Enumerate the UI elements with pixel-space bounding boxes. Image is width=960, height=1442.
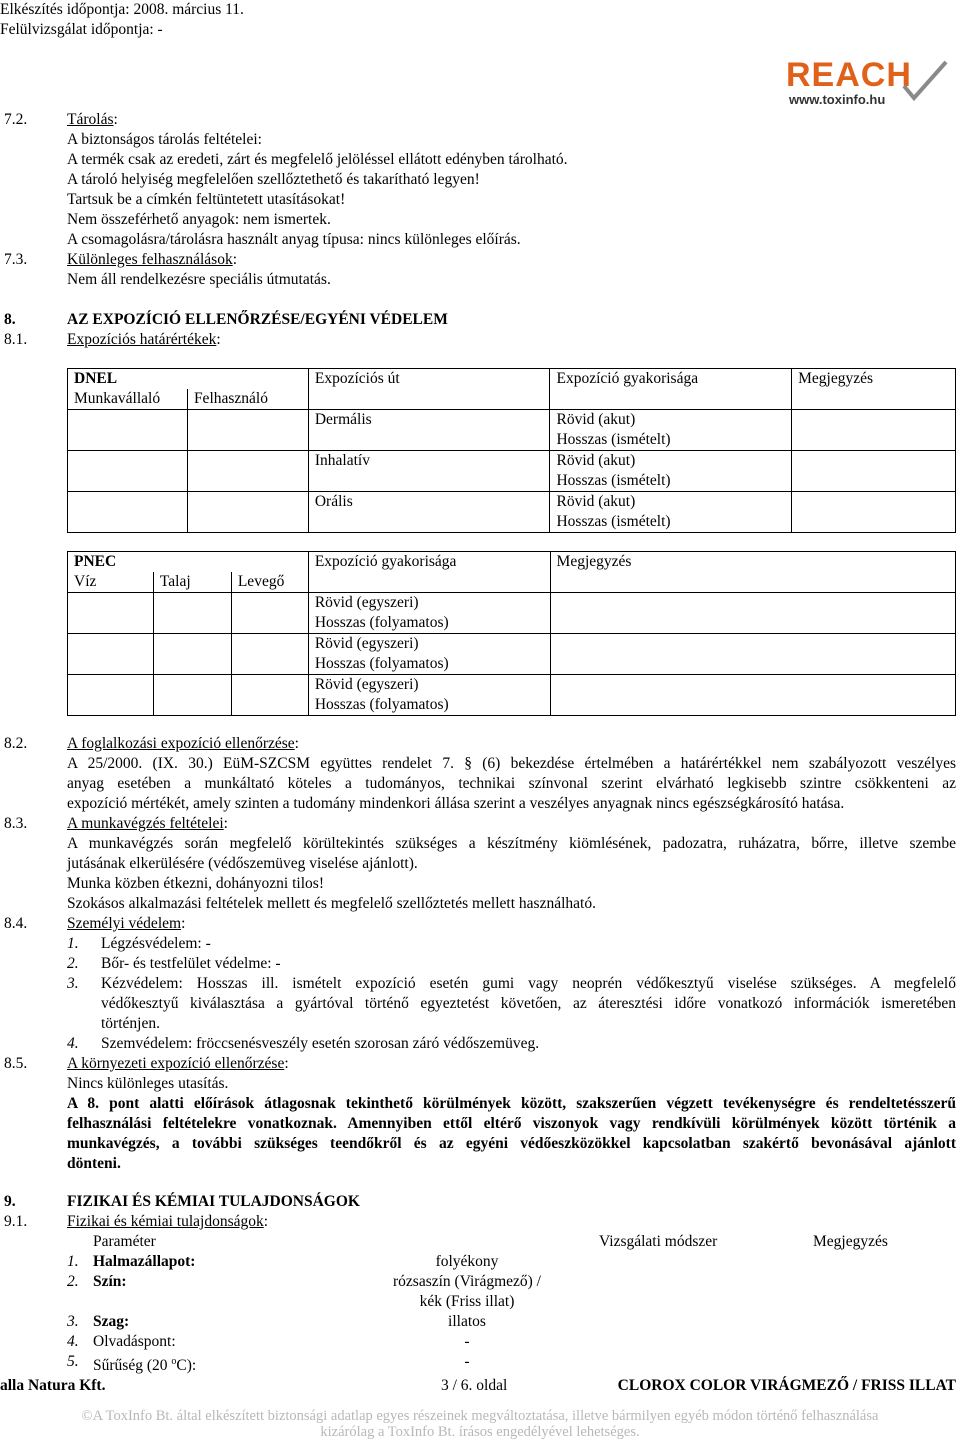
dnel-route: Dermális	[308, 410, 550, 451]
footer-copyright: ©A ToxInfo Bt. által elkészített biztonsági adatlap egyes részeinek megváltoztatása, illetve bármilyen egyéb módon történő felhasználása	[81, 1408, 879, 1424]
dnel-freq	[550, 492, 792, 533]
table-row	[68, 675, 956, 716]
list-item-cont: történjen.	[101, 1015, 160, 1032]
pnec-air: Levegő	[231, 572, 308, 593]
property-label: Olvadáspont:	[93, 1333, 176, 1350]
section-8-title: AZ EXPOZÍCIÓ ELLENŐRZÉSE/EGYÉNI VÉDELEM	[67, 311, 448, 328]
freq-long: Hosszas (folyamatos)	[314, 655, 449, 672]
list-item-cont: védőkesztyű kiválasztása a gyártóval történő egyeztetést követően, az áteresztési időre vonatkozó információk ismeretében	[101, 995, 956, 1012]
list-item: Bőr- és testfelület védelme: -	[101, 955, 281, 972]
bold-text-line: munkavégzés, a további szükséges teendőkről és az egyéni védőeszközökkel kapcsolatban szakértő bevonásával ajánlott	[67, 1135, 956, 1152]
property-value: rózsaszín (Virágmező) /	[393, 1273, 541, 1290]
pnec-title: PNEC	[68, 552, 309, 573]
list-number: 2.	[67, 955, 79, 972]
pnec-soil: Talaj	[153, 572, 231, 593]
list-number: 3.	[67, 975, 79, 992]
freq-short: Rövid (egyszeri)	[314, 676, 419, 693]
section-7-3-title: Különleges felhasználások:	[67, 251, 238, 268]
section-8-5-number: 8.5.	[4, 1055, 28, 1072]
reach-logo-graphic	[786, 56, 956, 108]
freq-short: Rövid (akut)	[556, 493, 636, 510]
property-label: Halmazállapot:	[93, 1253, 196, 1270]
text-line: A 25/2000. (IX. 30.) EüM-SZCSM együttes rendelet 7. § (6) bekezdése értelmében a határértékkel nem szabályozott veszélyes	[67, 755, 956, 772]
section-8-1-title: Expozíciós határértékek:	[67, 331, 221, 348]
list-number: 4.	[67, 1035, 79, 1052]
list-item: Szemvédelem: fröccsenésveszély esetén szorosan záró védőszemüveg.	[101, 1035, 540, 1052]
section-9-1-title: Fizikai és kémiai tulajdonságok:	[67, 1213, 269, 1230]
text-line: A biztonságos tárolás feltételei:	[67, 131, 262, 148]
property-value: -	[464, 1333, 470, 1350]
footer-product: CLOROX COLOR VIRÁGMEZŐ / FRISS ILLAT	[617, 1377, 956, 1394]
dnel-route: Orális	[308, 492, 550, 533]
dnel-route: Inhalatív	[308, 451, 550, 492]
list-number: 5.	[67, 1353, 79, 1370]
freq-long: Hosszas (folyamatos)	[314, 696, 449, 713]
section-8-4-number: 8.4.	[4, 915, 28, 932]
revised-date: Felülvizsgálat időpontja: -	[0, 21, 163, 38]
pnec-note-header: Megjegyzés	[550, 552, 955, 573]
footer-company: alla Natura Kft.	[0, 1377, 106, 1394]
pnec-table	[67, 551, 956, 716]
text-line: Munka közben étkezni, dohányozni tilos!	[67, 875, 324, 892]
table-row	[68, 492, 956, 533]
dnel-route-header: Expozíciós út	[308, 369, 550, 390]
footer-page: 3 / 6. oldal	[441, 1377, 508, 1394]
section-9-1-number: 9.1.	[4, 1213, 28, 1230]
freq-long: Hosszas (ismételt)	[556, 513, 671, 530]
text-line: A tároló helyiség megfelelően szellőztethető és takarítható legyen!	[67, 171, 480, 188]
section-8-2-number: 8.2.	[4, 735, 28, 752]
text-line: jutásának elkerülésére (védőszemüveg viselése ajánlott).	[67, 855, 418, 872]
bold-text-line: felhasználási feltételekre vonatkoznak. Amennyiben ettől eltérő viszonyok vagy rendkívüli körülmények között történik a	[67, 1115, 956, 1132]
created-date: Elkészítés időpontja: 2008. március 11.	[0, 1, 244, 18]
dnel-table	[67, 368, 956, 533]
freq-long: Hosszas (ismételt)	[556, 472, 671, 489]
list-number: 2.	[67, 1273, 79, 1290]
section-9-title: FIZIKAI ÉS KÉMIAI TULAJDONSÁGOK	[67, 1193, 360, 1210]
section-8-5-title: A környezeti expozíció ellenőrzése:	[67, 1055, 289, 1072]
text-line: Nincs különleges utasítás.	[67, 1075, 229, 1092]
text-line: Szokásos alkalmazási feltételek mellett és megfelelő szellőztetés mellett használható.	[67, 895, 596, 912]
table-row	[68, 410, 956, 451]
freq-long: Hosszas (ismételt)	[556, 431, 671, 448]
dnel-freq	[550, 410, 792, 451]
list-item: Légzésvédelem: -	[101, 935, 211, 952]
table-row	[68, 593, 956, 634]
property-label: Szín:	[93, 1273, 127, 1290]
footer-copyright-2: kizárólag a ToxInfo Bt. írásos engedélyével lehetséges.	[320, 1424, 640, 1440]
dnel-freq-header: Expozíció gyakorisága	[550, 369, 792, 390]
text-line: anyag esetében a munkáltató köteles a tudományos, technikai színvonal szerint elvárható legkisebb szintre csökkenteni az	[67, 775, 956, 792]
table-row	[68, 634, 956, 675]
text-line: Nem áll rendelkezésre speciális útmutatás.	[67, 271, 331, 288]
reach-logo	[786, 56, 956, 113]
freq-short: Rövid (akut)	[556, 411, 636, 428]
section-8-1-number: 8.1.	[4, 331, 28, 348]
section-7-2-number: 7.2.	[4, 111, 28, 128]
text-line: Tartsuk be a címkén feltüntetett utasításokat!	[67, 191, 346, 208]
section-8-2-title: A foglalkozási expozíció ellenőrzése:	[67, 735, 299, 752]
freq-long: Hosszas (folyamatos)	[314, 614, 449, 631]
list-number: 1.	[67, 935, 79, 952]
section-7-2-title: Tárolás:	[67, 111, 118, 128]
text-line: expozíció mértékét, amely szinten a tudomány mindenkori állása szerint a veszélyes anyagnak nincs egészségkárosító hatása.	[67, 795, 845, 812]
freq-short: Rövid (egyszeri)	[314, 635, 419, 652]
table-row	[68, 451, 956, 492]
section-8-3-number: 8.3.	[4, 815, 28, 832]
dnel-note-header: Megjegyzés	[792, 369, 956, 390]
list-item: Kézvédelem: Hosszas ill. ismételt expozíció esetén gumi vagy neoprén védőkesztyű viselése szükséges. A megfelelő	[101, 975, 956, 992]
bold-text-line: A 8. pont alatti előírások átlagosnak tekinthető körülmények között, szakszerűen végzett tevékenységre és rendeltetésszerű	[67, 1095, 956, 1112]
property-label: Sűrűség (20 $^o$C):	[93, 1356, 197, 1375]
section-8-4-title: Személyi védelem:	[67, 915, 186, 932]
property-label: Szag:	[93, 1313, 130, 1330]
dnel-freq	[550, 451, 792, 492]
text-line: Nem összeférhető anyagok: nem ismertek.	[67, 211, 331, 228]
text-line: A munkavégzés során megfelelő körültekintés szükséges a készítmény kiömlésének, padozatra, ruházatra, bőrre, illetve szembe	[67, 835, 956, 852]
list-number: 4.	[67, 1333, 79, 1350]
text-line: A csomagolásra/tárolásra használt anyag típusa: nincs különleges előírás.	[67, 231, 521, 248]
svg-text:REACH: REACH	[786, 56, 912, 94]
pnec-freq-header: Expozíció gyakorisága	[308, 552, 550, 573]
bold-text-line: dönteni.	[67, 1155, 121, 1172]
dnel-user: Felhasználó	[187, 389, 308, 410]
dnel-worker: Munkavállaló	[68, 389, 188, 410]
property-value: -	[464, 1353, 470, 1370]
note-header: Megjegyzés	[813, 1233, 888, 1250]
text-line: A termék csak az eredeti, zárt és megfelelő jelöléssel ellátott edényben tárolható.	[67, 151, 568, 168]
property-value: folyékony	[435, 1253, 499, 1270]
dnel-title: DNEL	[68, 369, 309, 390]
freq-short: Rövid (egyszeri)	[314, 594, 419, 611]
param-header: Paraméter	[93, 1233, 156, 1250]
method-header: Vizsgálati módszer	[599, 1233, 718, 1250]
property-value: illatos	[448, 1313, 486, 1330]
section-7-3-number: 7.3.	[4, 251, 28, 268]
list-number: 3.	[67, 1313, 79, 1330]
section-8-3-title: A munkavégzés feltételei:	[67, 815, 228, 832]
list-number: 1.	[67, 1253, 79, 1270]
section-8-number: 8.	[4, 311, 16, 328]
property-value-cont: kék (Friss illat)	[419, 1293, 515, 1310]
freq-short: Rövid (akut)	[556, 452, 636, 469]
section-9-number: 9.	[4, 1193, 16, 1210]
logo-url: www.toxinfo.hu	[789, 92, 886, 107]
pnec-water: Víz	[68, 572, 154, 593]
